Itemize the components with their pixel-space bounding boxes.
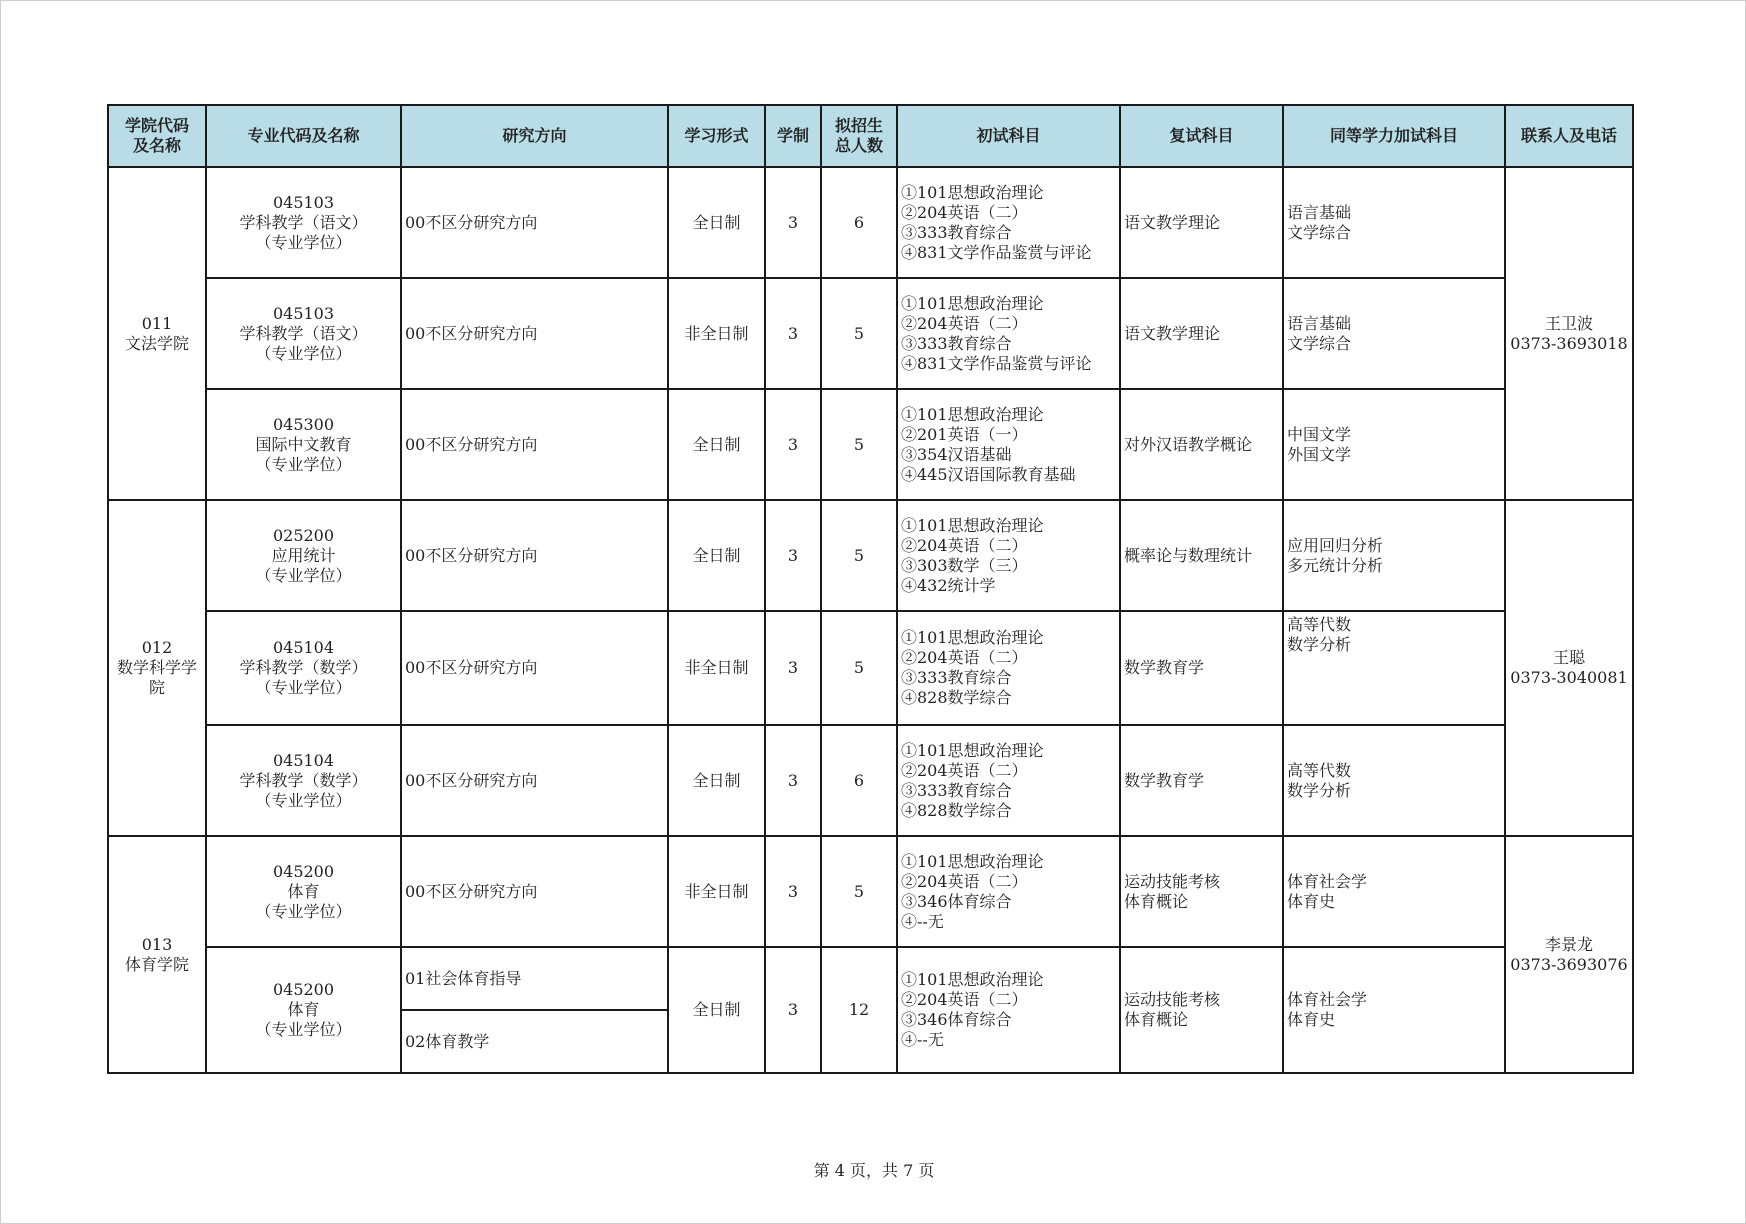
extra-cell: 中国文学 外国文学 xyxy=(1283,389,1505,500)
enrollment-plan-table xyxy=(107,104,1634,1074)
years-cell: 3 xyxy=(765,500,821,611)
retest-cell: 语文教学理论 xyxy=(1120,167,1283,278)
contact-cell: 王卫波 0373-3693018 xyxy=(1505,167,1633,500)
exam-cell: ①101思想政治理论 ②204英语（二） ③333教育综合 ④831文学作品鉴赏与评论 xyxy=(897,167,1120,278)
table-row xyxy=(108,836,1633,947)
header-years: 学制 xyxy=(765,105,821,167)
major-cell: 045104 学科教学（数学） （专业学位） xyxy=(206,611,401,725)
direction-cell: 00不区分研究方向 xyxy=(401,389,668,500)
mode-cell: 非全日制 xyxy=(668,611,765,725)
retest-cell: 数学教育学 xyxy=(1120,611,1283,725)
quota-cell: 5 xyxy=(821,389,897,500)
major-cell: 045300 国际中文教育 （专业学位） xyxy=(206,389,401,500)
exam-cell: ①101思想政治理论 ②204英语（二） ③346体育综合 ④--无 xyxy=(897,947,1120,1073)
major-cell: 045103 学科教学（语文） （专业学位） xyxy=(206,167,401,278)
footer-suffix: 页 xyxy=(918,1161,935,1180)
exam-cell: ①101思想政治理论 ②204英语（二） ③346体育综合 ④--无 xyxy=(897,836,1120,947)
footer-middle: 页，共 xyxy=(849,1161,898,1180)
years-cell: 3 xyxy=(765,947,821,1073)
extra-cell: 语言基础 文学综合 xyxy=(1283,278,1505,389)
retest-cell: 运动技能考核 体育概论 xyxy=(1120,947,1283,1073)
quota-cell: 5 xyxy=(821,278,897,389)
header-mode: 学习形式 xyxy=(668,105,765,167)
table-row xyxy=(108,725,1633,836)
extra-cell: 体育社会学 体育史 xyxy=(1283,836,1505,947)
retest-cell: 概率论与数理统计 xyxy=(1120,500,1283,611)
direction-cell: 00不区分研究方向 xyxy=(401,278,668,389)
quota-cell: 5 xyxy=(821,500,897,611)
years-cell: 3 xyxy=(765,836,821,947)
retest-cell: 语文教学理论 xyxy=(1120,278,1283,389)
exam-cell: ①101思想政治理论 ②204英语（二） ③333教育综合 ④828数学综合 xyxy=(897,725,1120,836)
major-cell: 045103 学科教学（语文） （专业学位） xyxy=(206,278,401,389)
table-row xyxy=(108,611,1633,725)
years-cell: 3 xyxy=(765,611,821,725)
table-row xyxy=(108,500,1633,611)
header-direction: 研究方向 xyxy=(401,105,668,167)
exam-cell: ①101思想政治理论 ②204英语（二） ③333教育综合 ④828数学综合 xyxy=(897,611,1120,725)
quota-cell: 5 xyxy=(821,611,897,725)
years-cell: 3 xyxy=(765,725,821,836)
retest-cell: 对外汉语教学概论 xyxy=(1120,389,1283,500)
table-row xyxy=(108,389,1633,500)
extra-cell: 语言基础 文学综合 xyxy=(1283,167,1505,278)
header-retest: 复试科目 xyxy=(1120,105,1283,167)
extra-cell: 体育社会学 体育史 xyxy=(1283,947,1505,1073)
footer-prefix: 第 xyxy=(813,1161,830,1180)
header-exam: 初试科目 xyxy=(897,105,1120,167)
quota-cell: 6 xyxy=(821,167,897,278)
table-row xyxy=(108,947,1633,1010)
mode-cell: 非全日制 xyxy=(668,836,765,947)
direction-cell: 00不区分研究方向 xyxy=(401,611,668,725)
college-cell: 011 文法学院 xyxy=(108,167,206,500)
mode-cell: 全日制 xyxy=(668,500,765,611)
exam-cell: ①101思想政治理论 ②204英语（二） ③333教育综合 ④831文学作品鉴赏与评论 xyxy=(897,278,1120,389)
retest-cell: 运动技能考核 体育概论 xyxy=(1120,836,1283,947)
table-row xyxy=(108,278,1633,389)
header-college: 学院代码 及名称 xyxy=(108,105,206,167)
direction-cell: 00不区分研究方向 xyxy=(401,500,668,611)
table-header-row xyxy=(108,105,1633,167)
years-cell: 3 xyxy=(765,167,821,278)
mode-cell: 全日制 xyxy=(668,389,765,500)
mode-cell: 非全日制 xyxy=(668,278,765,389)
college-cell: 013 体育学院 xyxy=(108,836,206,1073)
mode-cell: 全日制 xyxy=(668,725,765,836)
table-row xyxy=(108,167,1633,278)
contact-cell: 李景龙 0373-3693076 xyxy=(1505,836,1633,1073)
retest-cell: 数学教育学 xyxy=(1120,725,1283,836)
header-major: 专业代码及名称 xyxy=(206,105,401,167)
major-cell: 025200 应用统计 （专业学位） xyxy=(206,500,401,611)
contact-cell: 王聪 0373-3040081 xyxy=(1505,500,1633,836)
extra-cell: 高等代数 数学分析 xyxy=(1283,611,1505,725)
direction-cell: 00不区分研究方向 xyxy=(401,725,668,836)
footer-total-pages: 7 xyxy=(903,1161,914,1180)
years-cell: 3 xyxy=(765,389,821,500)
direction-cell: 01社会体育指导 xyxy=(401,947,668,1010)
years-cell: 3 xyxy=(765,278,821,389)
college-cell: 012 数学科学学 院 xyxy=(108,500,206,836)
header-extra: 同等学力加试科目 xyxy=(1283,105,1505,167)
exam-cell: ①101思想政治理论 ②204英语（二） ③303数学（三） ④432统计学 xyxy=(897,500,1120,611)
direction-cell: 00不区分研究方向 xyxy=(401,167,668,278)
quota-cell: 12 xyxy=(821,947,897,1073)
direction-cell: 02体育教学 xyxy=(401,1010,668,1073)
header-contact: 联系人及电话 xyxy=(1505,105,1633,167)
page-footer xyxy=(1,1158,1746,1181)
extra-cell: 高等代数 数学分析 xyxy=(1283,725,1505,836)
extra-cell: 应用回归分析 多元统计分析 xyxy=(1283,500,1505,611)
footer-current-page: 4 xyxy=(834,1161,845,1180)
exam-cell: ①101思想政治理论 ②201英语（一） ③354汉语基础 ④445汉语国际教育基础 xyxy=(897,389,1120,500)
quota-cell: 6 xyxy=(821,725,897,836)
mode-cell: 全日制 xyxy=(668,167,765,278)
header-quota: 拟招生 总人数 xyxy=(821,105,897,167)
direction-cell: 00不区分研究方向 xyxy=(401,836,668,947)
mode-cell: 全日制 xyxy=(668,947,765,1073)
major-cell: 045200 体育 （专业学位） xyxy=(206,836,401,947)
major-cell: 045200 体育 （专业学位） xyxy=(206,947,401,1073)
major-cell: 045104 学科教学（数学） （专业学位） xyxy=(206,725,401,836)
quota-cell: 5 xyxy=(821,836,897,947)
